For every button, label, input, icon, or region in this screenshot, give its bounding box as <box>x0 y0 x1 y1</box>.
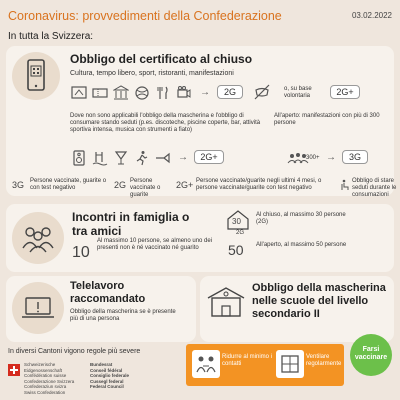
date: 03.02.2022 <box>351 11 392 20</box>
badge-2g-plus-2: 2G+ <box>194 150 224 164</box>
speaker-icon <box>70 149 88 167</box>
school-icon <box>204 280 248 324</box>
restaurant-icon <box>154 84 172 102</box>
vaccinate-text: Farsi vaccinare <box>354 346 388 361</box>
legend-2gplus-text: Persone vaccinate/guarite negli ultimi 4 mesi, o persone vaccinate/guarite con test negativo <box>196 178 322 191</box>
cinema-icon <box>175 84 193 102</box>
legend-2g-key: 2G <box>114 180 127 190</box>
certificate-title: Obbligo del certificato al chiuso <box>70 52 253 66</box>
trumpet-icon <box>154 149 172 167</box>
distance-people-icon <box>192 350 220 378</box>
running-icon <box>133 149 151 167</box>
vaccinate-badge <box>350 334 392 376</box>
fed-line-1: Schweizerische Eidgenossenschaft <box>24 362 63 373</box>
page-title: Coronavirus: provvedimenti della Confederazione <box>8 9 282 23</box>
ticket-icon <box>91 84 109 102</box>
fed-line-3: Confederazione Svizzera <box>24 378 75 384</box>
badge-2g: 2G <box>217 85 243 99</box>
badge-2g-plus: 2G+ <box>330 85 360 99</box>
drink-icon <box>112 149 130 167</box>
badge-3g: 3G <box>342 150 368 164</box>
phone-certificate-icon <box>12 52 60 100</box>
swiss-flag-icon <box>8 364 20 376</box>
legend-2g-text: Persone vaccinate o guarite <box>130 178 161 198</box>
telework-text: Obbligo della mascherina se è presente più di una persona <box>70 309 176 322</box>
ball-icon <box>133 84 151 102</box>
family-title: Incontri in famiglia o tra amici <box>72 210 190 238</box>
family-30-badge: 2G <box>236 230 245 236</box>
cantons-text: In diversi Cantoni vigono regole più severe <box>8 348 141 355</box>
family-max-10-text: Al massimo 10 persone, se almeno uno dei presenti non è né vaccinato né guarito <box>97 238 213 251</box>
council-line-2: Conseil fédéral <box>90 367 123 373</box>
museum-icon <box>112 84 130 102</box>
council-line-1: Bundesrat <box>90 362 113 367</box>
arrow-right-icon-2: → <box>178 152 188 163</box>
family-max-30-number: 30 <box>232 217 241 226</box>
pool-icon <box>91 149 109 167</box>
outdoor-people-label: 300+ <box>306 155 320 161</box>
family-max-30-text: Al chiuso, al massimo 30 persone (2G) <box>256 212 346 225</box>
theater-icon <box>70 84 88 102</box>
exception-text: Dove non sono applicabili l'obbligo della mascherina e l'obbligo di consumare stando seduti (p.es. discoteche, piscine coperte, bar, attività sportiva intensa, musica con strumenti a fiato) <box>70 113 261 133</box>
legend <box>6 178 397 200</box>
certificate-subtitle: Cultura, tempo libero, sport, ristoranti, manifestazioni <box>70 70 234 77</box>
or-voluntary-label: o, su base volontaria <box>284 86 312 99</box>
council-line-5: Federal Council <box>90 384 124 389</box>
telework-title: Telelavoro raccomandato <box>70 280 146 305</box>
legend-2gplus-key: 2G+ <box>176 180 194 190</box>
fed-line-2: Confédération suisse <box>24 373 67 378</box>
arrow-right-icon-3: → <box>326 152 336 163</box>
family-max-50-text: All'aperto, al massimo 50 persone <box>256 242 347 248</box>
federation-block <box>24 362 82 395</box>
school-title: Obbligo della mascherina nelle scuole del livello secondario II <box>252 282 386 320</box>
legend-seated-text: Obbligo di stare seduti durante le consumazioni <box>352 178 397 198</box>
legend-3g-key: 3G <box>12 180 25 190</box>
arrow-right-icon: → <box>200 87 210 98</box>
reduce-contacts-text: Ridurre al minimo i contatti <box>222 354 273 367</box>
council-line-4: Cussegl federal <box>90 378 124 384</box>
seated-icon <box>340 179 350 191</box>
outdoor-text: All'aperto: manifestazioni con più di 300 persone <box>274 113 380 126</box>
window-icon <box>276 350 304 378</box>
fed-line-4: Confederaziun svizra <box>24 384 67 389</box>
council-line-3: Consiglio federale <box>90 373 130 378</box>
laptop-icon <box>12 282 64 334</box>
family-max-50-number: 50 <box>228 242 244 258</box>
region-label: In tutta la Svizzera: <box>8 31 94 42</box>
ventilate-text: Ventilare regolarmente <box>306 354 342 367</box>
no-mask-icon <box>253 83 271 101</box>
legend-3g-text: Persone vaccinate, guarite o con test negativo <box>30 178 107 191</box>
family-group-icon <box>12 212 64 264</box>
fed-line-5: Swiss Confederation <box>24 389 66 395</box>
council-block <box>90 362 140 390</box>
family-max-10-number: 10 <box>72 244 90 261</box>
